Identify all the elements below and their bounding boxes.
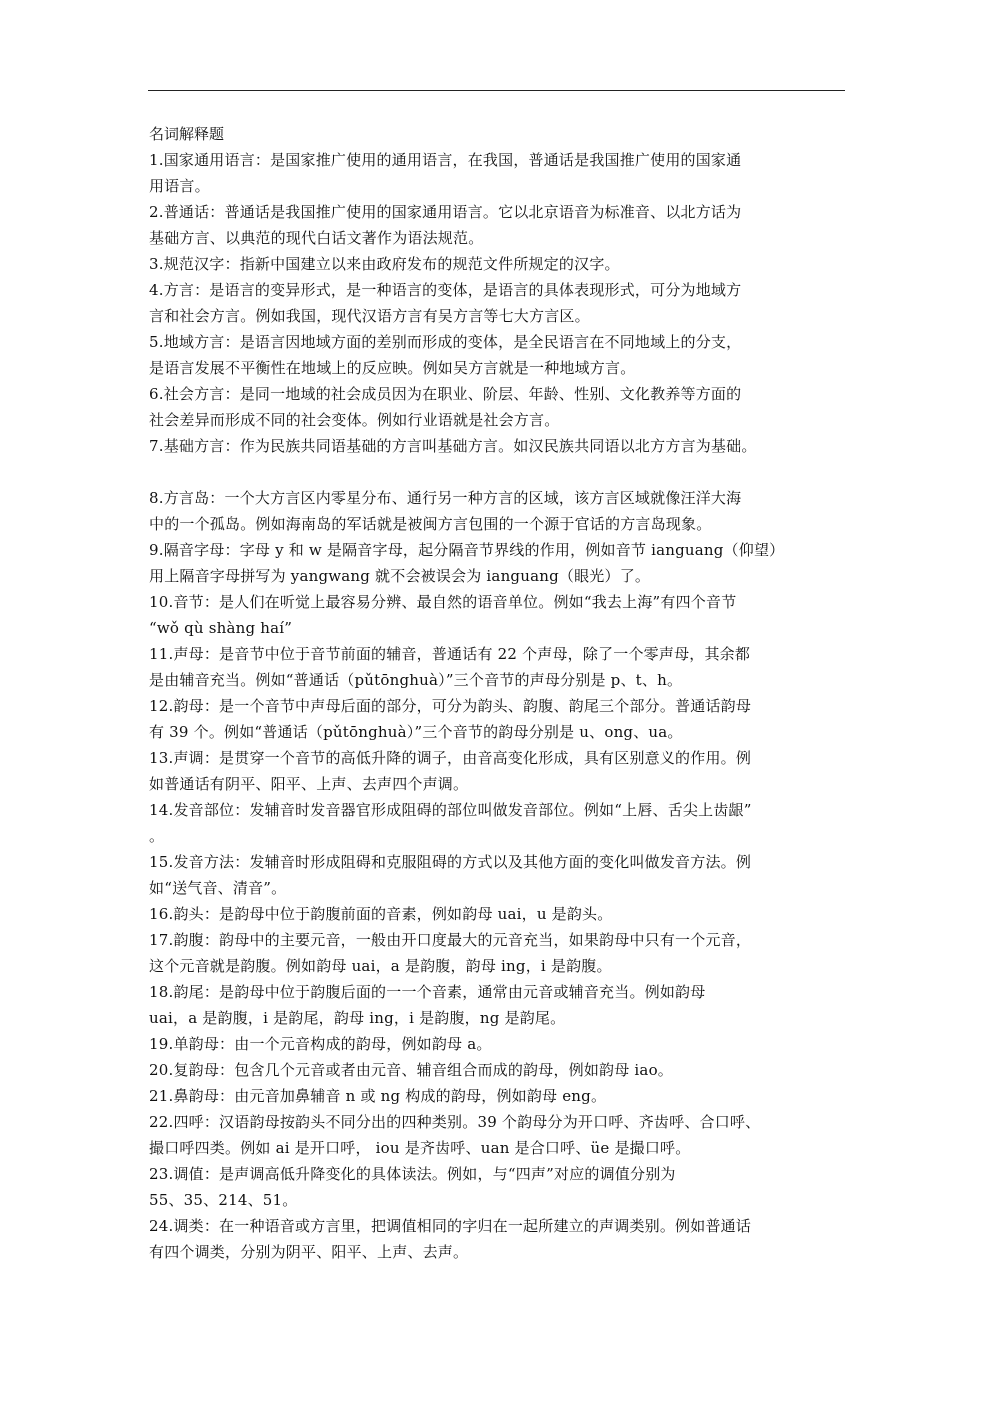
entry-line: uai，a 是韵腹，i 是韵尾，韵母 ing，i 是韵腹，ng 是韵尾。 bbox=[149, 1009, 566, 1027]
term-entry bbox=[149, 329, 849, 381]
document-body bbox=[149, 121, 849, 1265]
entry-line: 9.隔音字母：字母 y 和 w 是隔音字母，起分隔音节界线的作用，例如音节 ianguang（仰望） bbox=[149, 541, 785, 559]
entry-line: 。 bbox=[149, 827, 165, 845]
entry-line: 如“送气音、清音”。 bbox=[149, 879, 287, 897]
entry-line: 8.方言岛：一个大方言区内零星分布、通行另一种方言的区域，该方言区域就像汪洋大海 bbox=[149, 489, 742, 507]
term-entry bbox=[149, 849, 849, 901]
entry-line: 有四个调类，分别为阴平、阳平、上声、去声。 bbox=[149, 1243, 469, 1261]
entry-line: 17.韵腹：韵母中的主要元音，一般由开口度最大的元音充当，如果韵母中只有一个元音， bbox=[149, 931, 752, 949]
entry-line: 20.复韵母：包含几个元音或者由元音、辅音组合而成的韵母，例如韵母 iao。 bbox=[149, 1061, 673, 1079]
entry-line: 是语言发展不平衡性在地域上的反应映。例如吴方言就是一种地域方言。 bbox=[149, 359, 636, 377]
term-entry bbox=[149, 485, 849, 537]
entry-line: 21.鼻韵母：由元音加鼻辅音 n 或 ng 构成的韵母，例如韵母 eng。 bbox=[149, 1087, 607, 1105]
entry-line: 用上隔音字母拼写为 yangwang 就不会被误会为 ianguang（眼光）了。 bbox=[149, 567, 651, 585]
term-entry bbox=[149, 537, 849, 589]
section-title: 名词解释题 bbox=[149, 125, 225, 143]
entry-line: 2.普通话：普通话是我国推广使用的国家通用语言。它以北京语音为标准音、以北方话为 bbox=[149, 203, 742, 221]
term-entry bbox=[149, 641, 849, 693]
entry-line: 这个元音就是韵腹。例如韵母 uai，a 是韵腹，韵母 ing，i 是韵腹。 bbox=[149, 957, 612, 975]
term-entry bbox=[149, 1109, 849, 1161]
entry-line: 如普通话有阴平、阳平、上声、去声四个声调。 bbox=[149, 775, 469, 793]
term-entry bbox=[149, 1083, 849, 1109]
entry-line: 19.单韵母：由一个元音构成的韵母，例如韵母 a。 bbox=[149, 1035, 492, 1053]
entry-line: 23.调值：是声调高低升降变化的具体读法。例如，与“四声”对应的调值分别为 bbox=[149, 1165, 676, 1183]
entry-line: 撮口呼四类。例如 ai 是开口呼， iou 是齐齿呼、uan 是合口呼、üe 是撮口呼。 bbox=[149, 1139, 691, 1157]
term-entry bbox=[149, 927, 849, 979]
term-entry bbox=[149, 1031, 849, 1057]
term-entry bbox=[149, 1213, 849, 1265]
term-entry bbox=[149, 277, 849, 329]
entry-line: 基础方言、以典范的现代白话文著作为语法规范。 bbox=[149, 229, 484, 247]
entry-line: 6.社会方言：是同一地域的社会成员因为在职业、阶层、年龄、性别、文化教养等方面的 bbox=[149, 385, 742, 403]
term-entry bbox=[149, 589, 849, 641]
entry-line: 18.韵尾：是韵母中位于韵腹后面的一一个音素，通常由元音或辅音充当。例如韵母 bbox=[149, 983, 706, 1001]
entry-line: 13.声调：是贯穿一个音节的高低升降的调子，由音高变化形成，具有区别意义的作用。例 bbox=[149, 749, 752, 767]
term-entry bbox=[149, 251, 849, 277]
entry-line: 5.地域方言：是语言因地域方面的差别而形成的变体，是全民语言在不同地域上的分支， bbox=[149, 333, 742, 351]
entry-line: 1.国家通用语言：是国家推广使用的通用语言，在我国，普通话是我国推广使用的国家通 bbox=[149, 151, 742, 169]
entry-line: 中的一个孤岛。例如海南岛的军话就是被闽方言包围的一个源于官话的方言岛现象。 bbox=[149, 515, 712, 533]
entry-line: 言和社会方言。例如我国，现代汉语方言有吴方言等七大方言区。 bbox=[149, 307, 590, 325]
term-entry bbox=[149, 979, 849, 1031]
entry-line: 15.发音方法：发辅音时形成阻碍和克服阻碍的方式以及其他方面的变化叫做发音方法。例 bbox=[149, 853, 752, 871]
term-entry bbox=[149, 1057, 849, 1083]
term-entry bbox=[149, 901, 849, 927]
entry-line: 16.韵头：是韵母中位于韵腹前面的音素，例如韵母 uai，u 是韵头。 bbox=[149, 905, 613, 923]
entry-line: 14.发音部位：发辅音时发音器官形成阻碍的部位叫做发音部位。例如“上唇、舌尖上齿龈” bbox=[149, 801, 752, 819]
term-entry bbox=[149, 199, 849, 251]
header-rule bbox=[148, 90, 845, 91]
entry-line: “wǒ qù shàng haí” bbox=[149, 619, 293, 637]
entry-line: 7.基础方言：作为民族共同语基础的方言叫基础方言。如汉民族共同语以北方方言为基础。 bbox=[149, 437, 757, 455]
entry-line: 11.声母：是音节中位于音节前面的辅音，普通话有 22 个声母，除了一个零声母，其余都 bbox=[149, 645, 751, 663]
entry-line: 3.规范汉字：指新中国建立以来由政府发布的规范文件所规定的汉字。 bbox=[149, 255, 620, 273]
entry-list bbox=[149, 147, 849, 1265]
entry-line: 12.韵母：是一个音节中声母后面的部分，可分为韵头、韵腹、韵尾三个部分。普通话韵母 bbox=[149, 697, 752, 715]
entry-line: 4.方言：是语言的变异形式，是一种语言的变体，是语言的具体表现形式，可分为地域方 bbox=[149, 281, 742, 299]
entry-line: 是由辅音充当。例如“普通话（pǔtōnghuà）”三个音节的声母分别是 p、t、h。 bbox=[149, 671, 683, 689]
entry-line: 10.音节：是人们在听觉上最容易分辨、最自然的语音单位。例如“我去上海”有四个音节 bbox=[149, 593, 737, 611]
term-entry bbox=[149, 693, 849, 745]
term-entry bbox=[149, 433, 849, 459]
term-entry bbox=[149, 745, 849, 797]
term-entry bbox=[149, 797, 849, 849]
entry-line: 用语言。 bbox=[149, 177, 210, 195]
entry-line: 社会差异而形成不同的社会变体。例如行业语就是社会方言。 bbox=[149, 411, 560, 429]
term-entry bbox=[149, 147, 849, 199]
entry-line: 55、35、214、51。 bbox=[149, 1191, 298, 1209]
term-entry bbox=[149, 1161, 849, 1213]
entry-line: 24.调类：在一种语音或方言里，把调值相同的字归在一起所建立的声调类别。例如普通话 bbox=[149, 1217, 752, 1235]
entry-line: 22.四呼：汉语韵母按韵头不同分出的四种类别。39 个韵母分为开口呼、齐齿呼、合口呼、 bbox=[149, 1113, 761, 1131]
term-entry bbox=[149, 381, 849, 433]
entry-line: 有 39 个。例如“普通话（pǔtōnghuà）”三个音节的韵母分别是 u、ong、ua。 bbox=[149, 723, 683, 741]
